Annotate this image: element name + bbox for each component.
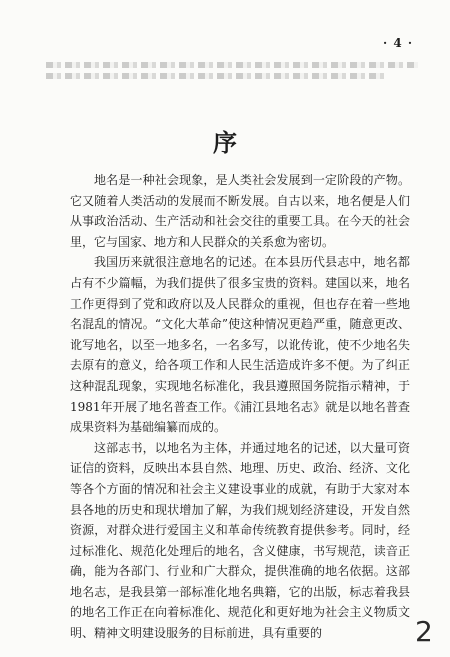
section-heading: 序	[213, 128, 237, 157]
bleed-through-line	[46, 73, 388, 79]
paragraph: 这部志书，以地名为主体，并通过地名的记述，以大量可资证信的资料，反映出本县自然、地理、历史、政治、经济、文化等各个方面的情况和社会主义建设事业的成就，有助于大家对本县各地的历史和现状增加了解，为我们规划经济建设，开发自然资源，对群众进行爱国主义和革命传统教育提供参考。同时，经过标准化、规范化处理后的地名，含义健康，书写规范，读音正确，能为各部门、行业和广大群众，提供准确的地名依据。这部地名志，是我县第一部标准化地名典籍，它的出版，标志着我县的地名工作正在向着标准化、规范化和更好地为社会主义物质文明、精神文明建设服务的目标前进，具有重要的	[70, 440, 410, 641]
bleed-through-text	[46, 62, 418, 86]
handwritten-number: 2	[415, 615, 433, 648]
paragraph: 我国历来就很注意地名的记述。在本县历代县志中，地名都占有不少篇幅，为我们提供了很多宝贵的资料。建国以来，地名工作更得到了党和政府以及人民群众的重视，但也存在着一些地名混乱的情况。“文化大革命”使这种情况更趋严重，随意更改、讹写地名，以至一地多名，一名多写，以讹传讹，使不少地名失去原有的意义，给各项工作和人民生活造成许多不便。为了纠正这种混乱现象，实现地名标准化，我县遵照国务院指示精神，于1981年开展了地名普查工作。《浦江县地名志》就是以地名普查成果资料为基础编纂而成的。	[70, 255, 410, 435]
body-text	[70, 170, 410, 644]
bleed-through-line	[46, 62, 418, 68]
paragraph: 地名是一种社会现象，是人类社会发展到一定阶段的产物。它又随着人类活动的发展而不断发展。自古以来，地名便是人们从事政治活动、生产活动和社会交往的重要工具。在今天的社会里，它与国家、地方和人民群众的关系愈为密切。	[70, 173, 410, 249]
page-number: · 4 ·	[383, 36, 414, 50]
